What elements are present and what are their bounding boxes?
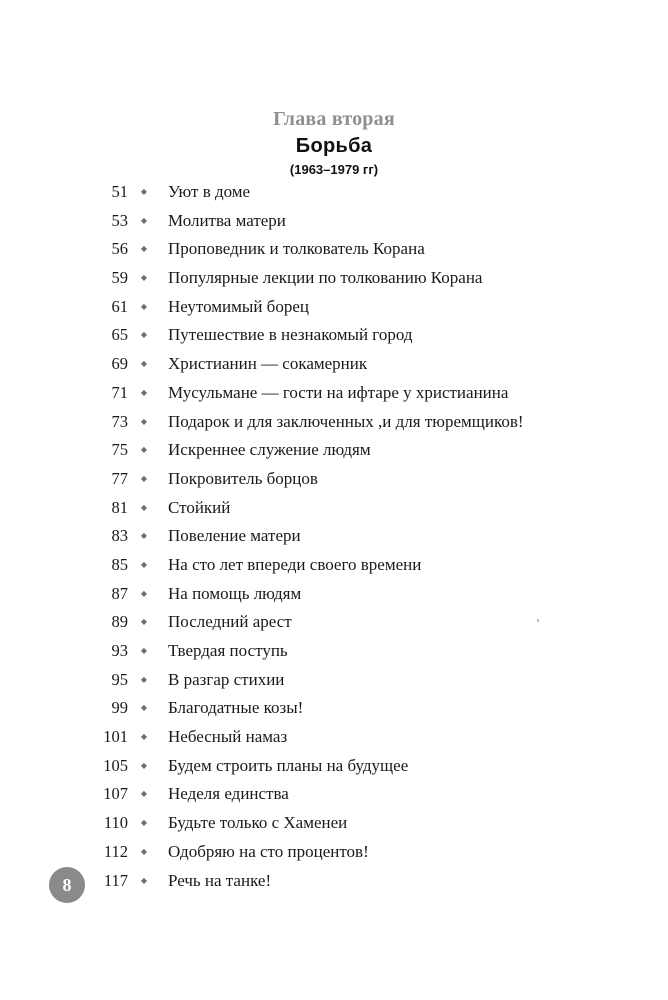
toc-entry (0, 293, 668, 322)
table-of-contents (0, 178, 668, 895)
toc-entry (0, 608, 668, 637)
toc-page-number: 117 (103, 870, 128, 890)
diamond-bullet-icon: ◆ (140, 732, 148, 742)
toc-page-number: 101 (103, 727, 128, 747)
toc-page-number: 110 (103, 813, 128, 833)
toc-page-number: 71 (111, 382, 128, 402)
toc-entry-title: Мусульмане — гости на ифтаре у христианина (168, 382, 509, 402)
toc-entry-title: Христианин — сокамерник (168, 354, 368, 374)
toc-entry (0, 551, 668, 580)
toc-page-number: 93 (111, 641, 128, 660)
diamond-bullet-icon: ◆ (140, 646, 148, 655)
toc-entry-title: Неделя единства (168, 784, 289, 804)
diamond-bullet-icon: ◆ (140, 617, 148, 627)
diamond-bullet-icon: ◆ (140, 330, 148, 340)
toc-entry-title: Путешествие в незнакомый город (168, 325, 413, 345)
toc-page-number: 99 (111, 698, 128, 718)
toc-page-number: 77 (111, 468, 128, 488)
toc-entry (0, 436, 668, 465)
diamond-bullet-icon: ◆ (140, 502, 148, 512)
toc-entry-title: Неутомимый борец (168, 296, 309, 316)
toc-page-number: 89 (111, 612, 128, 632)
diamond-bullet-icon: ◆ (140, 588, 148, 598)
diamond-bullet-icon: ◆ (140, 416, 148, 426)
toc-page-number: 56 (111, 239, 128, 259)
scan-speck (537, 619, 539, 622)
chapter-title: Борьба (295, 135, 373, 157)
toc-entry (0, 235, 668, 264)
toc-entry-title: Повеление матери (168, 526, 301, 546)
toc-entry (0, 694, 668, 723)
toc-entry (0, 379, 668, 408)
diamond-bullet-icon: ◆ (140, 674, 148, 684)
chapter-years: (1963–1979 гг) (289, 162, 379, 177)
diamond-bullet-icon: ◆ (140, 818, 148, 828)
toc-page-number: 105 (103, 755, 128, 775)
diamond-bullet-icon: ◆ (140, 531, 148, 541)
diamond-bullet-icon: ◆ (140, 875, 148, 885)
toc-entry-title: Твердая поступь (168, 641, 288, 660)
diamond-bullet-icon: ◆ (140, 187, 148, 196)
diamond-bullet-icon: ◆ (140, 301, 148, 311)
toc-entry (0, 465, 668, 494)
toc-page-number: 85 (111, 554, 128, 574)
toc-page-number: 87 (111, 583, 128, 603)
diamond-bullet-icon: ◆ (140, 215, 148, 225)
toc-page-number: 51 (111, 182, 128, 201)
toc-entry-title: На помощь людям (168, 583, 302, 603)
toc-entry-title: На сто лет впереди своего времени (168, 554, 422, 574)
toc-entry-title: Одобряю на сто процентов! (168, 841, 369, 861)
toc-entry-title: Благодатные козы! (168, 698, 304, 718)
toc-entry-title: Речь на танке! (168, 870, 272, 890)
toc-page-number: 59 (111, 268, 128, 288)
toc-page-number: 112 (103, 841, 128, 861)
toc-entry (0, 780, 668, 809)
toc-page-number: 95 (111, 669, 128, 689)
toc-entry (0, 207, 668, 236)
toc-page-number: 61 (111, 296, 128, 316)
diamond-bullet-icon: ◆ (140, 703, 148, 713)
toc-entry (0, 752, 668, 781)
page-number-badge: 8 (49, 867, 85, 903)
diamond-bullet-icon: ◆ (140, 359, 148, 369)
diamond-bullet-icon: ◆ (140, 473, 148, 483)
toc-entry-title: Покровитель борцов (168, 468, 318, 488)
diamond-bullet-icon: ◆ (140, 559, 148, 569)
chapter-label: Глава вторая (273, 108, 395, 130)
toc-entry-title: Последний арест (168, 612, 292, 632)
toc-entry-title: Уют в доме (168, 182, 251, 201)
diamond-bullet-icon: ◆ (140, 273, 148, 283)
toc-page-number: 83 (111, 526, 128, 546)
toc-entry (0, 723, 668, 752)
toc-entry (0, 350, 668, 379)
toc-page-number: 53 (111, 210, 128, 230)
toc-page-number: 107 (103, 784, 128, 804)
toc-entry-title: Искреннее служение людям (168, 440, 371, 460)
toc-entry-title: Стойкий (168, 497, 231, 517)
toc-entry-title: В разгар стихии (168, 669, 285, 689)
toc-entry (0, 637, 668, 666)
toc-entry-title: Проповедник и толкователь Корана (168, 239, 425, 259)
diamond-bullet-icon: ◆ (140, 244, 148, 254)
toc-entry (0, 666, 668, 695)
toc-entry-title: Небесный намаз (168, 727, 288, 747)
toc-entry-title: Молитва матери (168, 210, 286, 230)
toc-entry-title: Популярные лекции по толкованию Корана (168, 268, 483, 288)
diamond-bullet-icon: ◆ (140, 760, 148, 770)
diamond-bullet-icon: ◆ (140, 789, 148, 799)
toc-entry (0, 867, 668, 896)
toc-entry-title: Будем строить планы на будущее (168, 755, 409, 775)
toc-page-number: 69 (111, 354, 128, 374)
toc-entry-title: Будьте только с Хаменеи (168, 813, 348, 833)
toc-entry (0, 494, 668, 523)
diamond-bullet-icon: ◆ (140, 387, 148, 397)
toc-page-number: 81 (111, 497, 128, 517)
toc-entry (0, 580, 668, 609)
diamond-bullet-icon: ◆ (140, 445, 148, 455)
toc-page-number: 65 (111, 325, 128, 345)
toc-entry (0, 321, 668, 350)
toc-entry (0, 264, 668, 293)
toc-page-number: 73 (111, 411, 128, 431)
toc-entry (0, 178, 668, 207)
toc-entry (0, 408, 668, 437)
diamond-bullet-icon: ◆ (140, 846, 148, 856)
toc-entry-title: Подарок и для заключенных ,и для тюремщиков! (168, 411, 524, 431)
toc-page-number: 75 (111, 440, 128, 460)
toc-entry (0, 522, 668, 551)
toc-entry (0, 809, 668, 838)
toc-entry (0, 838, 668, 867)
